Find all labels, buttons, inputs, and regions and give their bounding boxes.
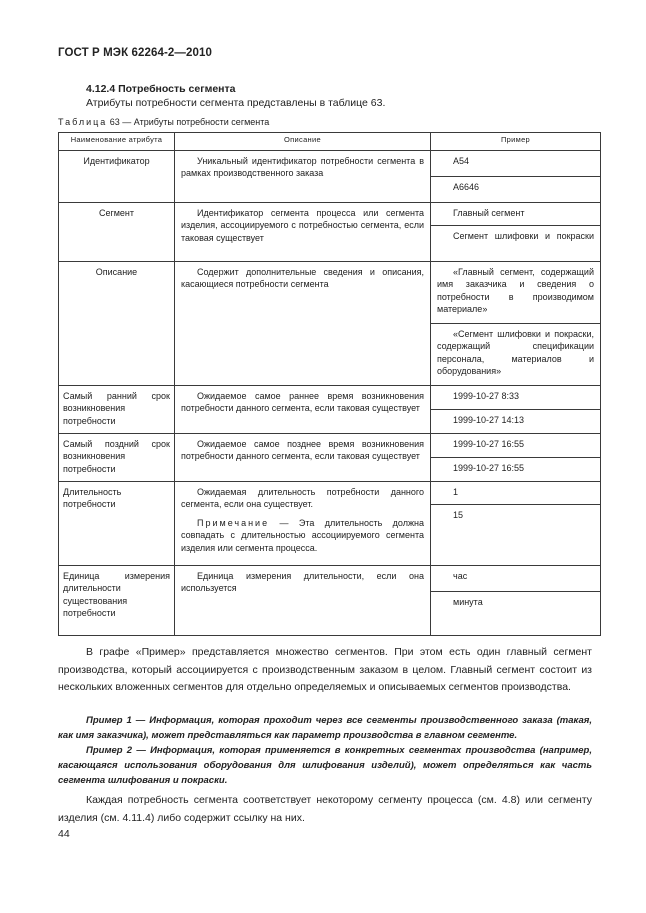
attribute-example: «Сегмент шлифовки и покраски, содержащий спецификации персонала, материалов и оборудования» xyxy=(431,324,601,386)
column-header-name: Наименование атрибута xyxy=(59,133,175,151)
attribute-example: «Главный сегмент, содержащий имя заказчика и сведения о потребности в производимом материале» xyxy=(431,262,601,324)
table-row xyxy=(59,434,601,458)
example-2: Пример 2 — Информация, которая применяется в конкретных сегментах производства (например, касающаяся использования оборудования для шлифования изделий), может определяться как часть сегмента шлифования и покраски. xyxy=(58,745,592,786)
attribute-description: Уникальный идентификатор потребности сегмента в рамках производственного заказа xyxy=(175,151,431,203)
table-note: Примечание — Эта длительность должна совпадать с длительностью ассоциируемого сегмента изделия или сегмента процесса. xyxy=(181,517,424,553)
table-row xyxy=(59,386,601,410)
table-row xyxy=(59,566,601,592)
table-row xyxy=(59,262,601,324)
attribute-name: Сегмент xyxy=(59,203,175,262)
section-intro: Атрибуты потребности сегмента представлены в таблице 63. xyxy=(86,97,386,109)
attribute-name: Самый ранний срок возникновения потребности xyxy=(59,386,175,434)
attribute-example: 1 xyxy=(431,482,601,505)
section-title: 4.12.4 Потребность сегмента xyxy=(86,83,236,95)
attribute-name: Единица измерения длительности существования потребности xyxy=(59,566,175,636)
attribute-example: 1999-10-27 14:13 xyxy=(431,410,601,434)
attribute-example: 1999-10-27 16:55 xyxy=(431,458,601,482)
attribute-description: Ожидаемое самое позднее время возникновения потребности данного сегмента, если таковая существует xyxy=(175,434,431,482)
attribute-example: 1999-10-27 16:55 xyxy=(431,434,601,458)
attribute-example: час xyxy=(431,566,601,592)
attribute-example: минута xyxy=(431,592,601,636)
table-row xyxy=(59,151,601,177)
table-header-row xyxy=(59,133,601,151)
table-caption-text: 63 — Атрибуты потребности сегмента xyxy=(107,117,270,127)
attribute-description: Идентификатор сегмента процесса или сегмента изделия, ассоциируемого с потребностью сегмента, если таковая существует xyxy=(175,203,431,262)
attribute-example: 1999-10-27 8:33 xyxy=(431,386,601,410)
attribute-example: A6646 xyxy=(431,177,601,203)
body-paragraph-closing: Каждая потребность сегмента соответствует некоторому сегменту процесса (см. 4.8) или сегменту изделия (см. 4.11.4) либо содержит ссылку на них. xyxy=(58,794,592,824)
document-header: ГОСТ Р МЭК 62264-2—2010 xyxy=(58,47,212,59)
example-1: Пример 1 — Информация, которая проходит через все сегменты производственного заказа (такая, как имя заказчика), может представляться как параметр производства в главном сегменте. xyxy=(58,715,592,741)
attribute-example: Сегмент шлифовки и покраски xyxy=(431,226,601,262)
attribute-name: Описание xyxy=(59,262,175,386)
column-header-example: Пример xyxy=(431,133,601,151)
attribute-description: Ожидаемое самое раннее время возникновения потребности данного сегмента, если таковая существует xyxy=(175,386,431,434)
page-number: 44 xyxy=(58,828,70,840)
table-row xyxy=(59,203,601,226)
body-paragraph: В графе «Пример» представляется множество сегментов. При этом есть один главный сегмент производства, который ассоциируется с производственным заказом в целом. Главный сегмент состоит из нескольких вложенных сегментов для отдельно определяемых и описываемых сегментов производства. xyxy=(58,646,592,693)
attribute-name: Длительность потребности xyxy=(59,482,175,566)
attribute-description: Единица измерения длительности, если она используется xyxy=(175,566,431,636)
attribute-example: 15 xyxy=(431,505,601,566)
column-header-description: Описание xyxy=(175,133,431,151)
table-caption xyxy=(58,117,269,127)
attribute-description: Ожидаемая длительность потребности данного сегмента, если она существует. Примечание — Эта длительность должна совпадать с длительностью ассоциируемого сегмента изделия или сегмента процесса. xyxy=(175,482,431,566)
segment-attributes-table xyxy=(58,132,601,636)
attribute-name: Идентификатор xyxy=(59,151,175,203)
attribute-example: Главный сегмент xyxy=(431,203,601,226)
table-row xyxy=(59,482,601,505)
attribute-description: Содержит дополнительные сведения и описания, касающиеся потребности сегмента xyxy=(175,262,431,386)
attribute-example: A54 xyxy=(431,151,601,177)
table-caption-prefix: Таблица xyxy=(58,117,108,127)
attribute-name: Самый поздний срок возникновения потребности xyxy=(59,434,175,482)
